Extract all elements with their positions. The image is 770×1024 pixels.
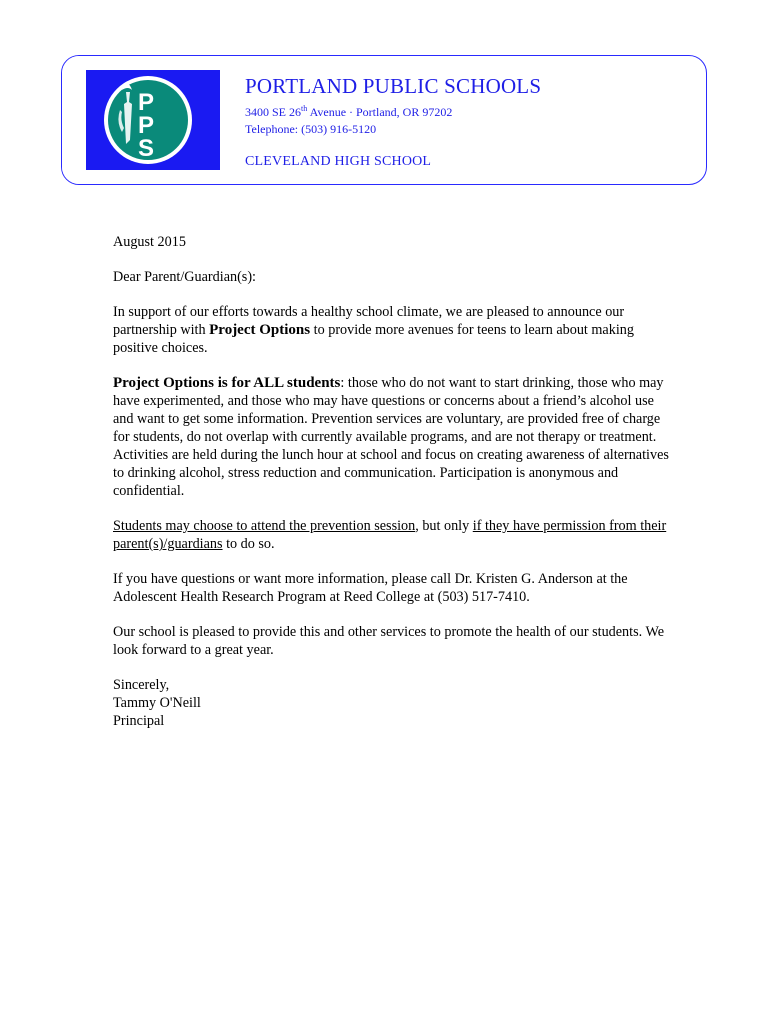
letter-salutation: Dear Parent/Guardian(s): xyxy=(113,269,256,285)
school-name: CLEVELAND HIGH SCHOOL xyxy=(245,154,432,169)
paragraph-permission xyxy=(113,517,673,553)
signer-name: Tammy O'Neill xyxy=(113,695,201,711)
p3-underline-1: Students may choose to attend the prevention session xyxy=(113,518,416,534)
paragraph-intro xyxy=(113,303,673,357)
letterhead xyxy=(61,55,707,185)
address-suffix: Avenue · Portland, OR 97202 xyxy=(307,105,453,119)
logo-panel xyxy=(62,56,218,184)
p3-underline-2: if they have permission from their parent(s)/guardians xyxy=(113,518,667,552)
address-sup: th xyxy=(301,104,308,113)
p2-bold-lead: Project Options is for ALL students xyxy=(113,375,341,391)
signature-block xyxy=(113,676,673,730)
org-telephone: Telephone: (503) 916-5120 xyxy=(245,122,377,136)
p1-text-a: In support of our efforts towards a healthy school climate, we are pleased to announce our partnership with xyxy=(113,304,625,338)
p3-text-end: to do so. xyxy=(222,536,275,552)
org-address xyxy=(245,100,541,121)
letter-date: August 2015 xyxy=(113,234,186,250)
paragraph-closing: Our school is pleased to provide this and other services to promote the health of our students. We look forward to a great year. xyxy=(113,624,664,658)
letterhead-text xyxy=(245,74,541,170)
p1-text-b: to provide more avenues for teens to learn about making positive choices. xyxy=(113,322,634,356)
closing: Sincerely, xyxy=(113,677,170,693)
logo-letter-p1: P xyxy=(138,89,155,116)
p1-project-options: Project Options xyxy=(209,322,311,338)
signer-title: Principal xyxy=(113,713,165,729)
letter-body xyxy=(113,233,673,730)
p3-text-mid: , but only xyxy=(415,518,473,534)
pps-logo-icon xyxy=(86,70,220,170)
paragraph-program xyxy=(113,374,673,500)
org-name: PORTLAND PUBLIC SCHOOLS xyxy=(245,74,542,98)
logo-letter-s: S xyxy=(138,135,155,162)
p2-text: : those who do not want to start drinking, those who may have experimented, and those who may have questions or concerns about a friend’s alcohol use and want to get some information. Prevention services are voluntary, are provided free of charge for students, do not overlap with currently available programs, and are not therapy or treatment. Activities are held during the lunch hour at school and focus on creating awareness of alternatives to drinking alcohol, stress reduction and communication. Participation is anonymous and confidential. xyxy=(113,375,669,499)
logo-letter-p2: P xyxy=(138,112,155,139)
pps-logo xyxy=(86,70,220,170)
paragraph-contact: If you have questions or want more information, please call Dr. Kristen G. Anderson at the Adolescent Health Research Program at Reed College at (503) 517-7410. xyxy=(113,571,628,605)
address-prefix: 3400 SE 26 xyxy=(245,105,302,119)
